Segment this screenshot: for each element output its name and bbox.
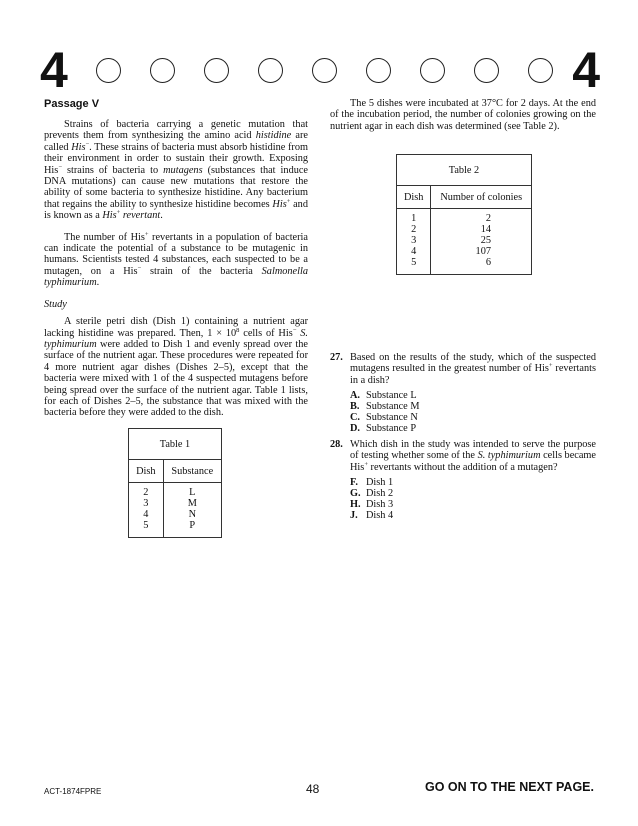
question-stem: Which dish in the study was intended to serve the purpose of testing whether some of the S. typhimurium cells became His+ revertants without the addition of a mutagen? [350,439,596,473]
table-2-dish-column [397,209,431,275]
table-cell: 2 [143,487,149,498]
table-cell: N [188,509,197,520]
table-1 [128,428,222,538]
answer-option-h[interactable]: H. Dish 3 [350,499,394,511]
section-number-left: 4 [40,42,68,98]
decorative-circle [366,58,391,83]
passage-paragraph-1: Strains of bacteria carrying a genetic mutation that prevents them from synthesizing the amino acid histidine are called His−. These strains of bacteria must absorb histidine from their environment in order to sustain their growth. Exposing His− strains of bacteria to mutagens (substances that induce DNA mutations) can cause new mutations that restore the ability of some bacteria to synthesize histidine. Any bacterium that regains the ability to synthesize histidine becomes His+ and is known as a His+ revertant. [44,119,309,222]
table-1-caption: Table 1 [129,429,222,460]
question-27 [330,352,596,434]
table-cell: 2 [411,224,417,235]
decorative-circle [96,58,121,83]
right-column [330,98,596,132]
answer-options [350,477,596,521]
passage-column [44,98,308,419]
table-1-header-substance: Substance [163,460,221,483]
table-1-header-dish: Dish [129,460,164,483]
answer-option-b[interactable]: B. Substance M [350,401,420,413]
decorative-circle [420,58,445,83]
table-2-header-colonies: Number of colonies [431,186,532,209]
table-cell: 3 [411,235,417,246]
question-number: 27. [330,352,343,363]
table-cell: 5 [411,257,417,268]
circle-row [96,58,556,84]
question-number: 28. [330,439,343,450]
incubation-paragraph: The 5 dishes were incubated at 37°C for 2 days. At the end of the incubation period, the number of colonies growing on the nutrient agar in each dish was determined (see Table 2). [330,98,596,132]
section-header [40,44,600,96]
question-28 [330,439,596,521]
table-cell: L [189,487,196,498]
table-cell: 1 [411,213,417,224]
answer-option-a[interactable]: A. Substance L [350,390,417,402]
table-cell: 6 [485,257,491,268]
table-cell: 2 [485,213,491,224]
table-cell: M [187,498,197,509]
table-cell: P [189,520,196,531]
table-2-colonies-column [431,209,532,275]
decorative-circle [150,58,175,83]
table-cell: 5 [143,520,149,531]
answer-option-d[interactable]: D. Substance P [350,423,417,435]
table-2-header-dish: Dish [397,186,431,209]
question-stem: Based on the results of the study, which of the suspected mutagens resulted in the greatest number of His+ revertants in a dish? [350,352,596,386]
form-code: ACT-1874FPRE [44,787,102,796]
decorative-circle [474,58,499,83]
answer-options [350,390,596,434]
table-1-substance-column [163,483,221,538]
passage-title: Passage V [44,98,100,110]
answer-option-c[interactable]: C. Substance N [350,412,418,424]
section-number-right: 4 [572,42,600,98]
answer-option-j[interactable]: J. Dish 4 [350,510,394,522]
table-cell: 14 [480,224,491,235]
decorative-circle [258,58,283,83]
answer-option-g[interactable]: G. Dish 2 [350,488,394,500]
table-cell: 3 [143,498,149,509]
decorative-circle [204,58,229,83]
decorative-circle [312,58,337,83]
table-2-caption: Table 2 [397,155,532,186]
study-heading: Study [44,298,67,310]
page-number: 48 [306,782,320,796]
passage-paragraph-2: The number of His+ revertants in a population of bacteria can indicate the potential of a substance to be mutagenic in humans. Scientists tested 4 substances, each suspected to be a mutagen, on a His− strain of the bacteria Salmonella typhimurium. [44,230,308,289]
table-cell: 4 [143,509,149,520]
table-cell: 107 [475,246,491,257]
decorative-circle [528,58,553,83]
table-1-dish-column [129,483,164,538]
table-cell: 25 [480,235,491,246]
next-page-notice: GO ON TO THE NEXT PAGE. [424,780,594,794]
table-cell: 4 [411,246,417,257]
table-2 [396,154,532,275]
answer-option-f[interactable]: F. Dish 1 [350,477,394,489]
study-paragraph: A sterile petri dish (Dish 1) containing a nutrient agar lacking histidine was prepared. Then, $1 \times 10^8$ cells of His− S. typhimurium were added to Dish 1 and evenly spread over the surface of the nutrient agar. These procedures were repeated for 4 more nutrient agar dishes (Dishes 2–5), except that the bacteria were mixed with 1 of the 4 suspected mutagens before being spread over the surface of the nutrient agar. Table 1 lists, for each of Dishes 2–5, the substance that was mixed with the bacteria before they were added to the dish. [44,316,308,419]
